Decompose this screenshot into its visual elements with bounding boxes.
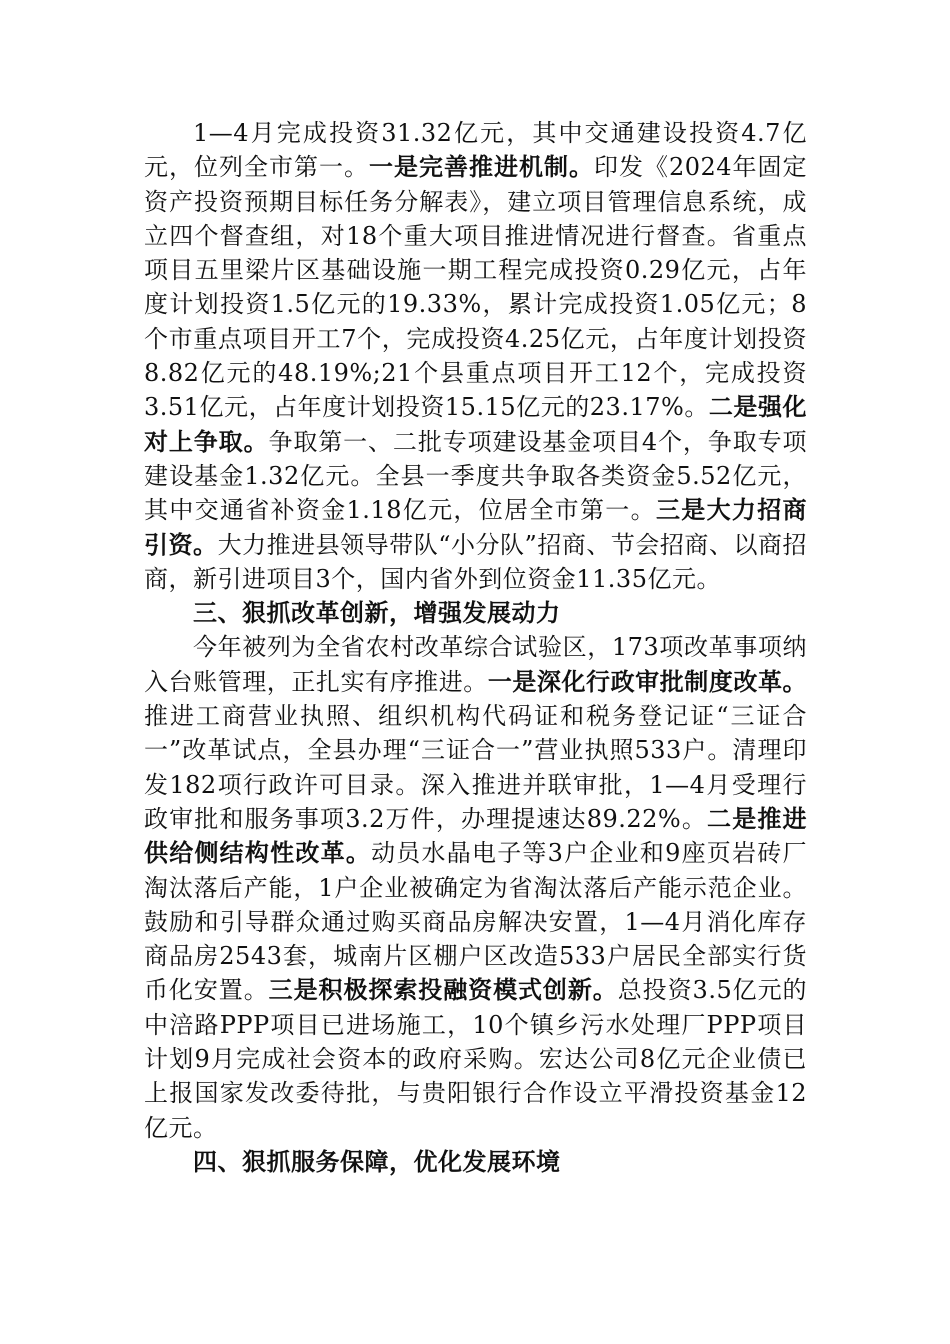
document-page bbox=[144, 116, 807, 1179]
paragraph-text: 印发《2024年固定资产投资预期目标任务分解表》，建立项目管理信息系统，成立四个督查组，对18个重大项目推进情况进行督查。省重点项目五里梁片区基础设施一期工程完成投资0.29亿元，占年度计划投资1.5亿元的19.33%，累计完成投资1.05亿元；8个市重点项目开工7个，完成投资4.25亿元，占年度计划投资8.82亿元的48.19%;21个县重点项目开工12个，完成投资3.51亿元，占年度计划投资15.15亿元的23.17%。 bbox=[144, 153, 808, 422]
section-heading-service: 四、狠抓服务保障，优化发展环境 bbox=[193, 1147, 561, 1176]
bold-point-1: 一是完善推进机制。 bbox=[368, 153, 594, 182]
investment-paragraph bbox=[144, 116, 807, 596]
section-heading-reform: 三、狠抓改革创新，增强发展动力 bbox=[193, 599, 561, 628]
bold-point-2: 二是推进供给侧结构性改革。 bbox=[144, 804, 807, 868]
paragraph-text: 总投资3.5亿元的中涪路PPP项目已进场施工，10个镇乡污水处理厂PPP项目计划9月完成社会资本的政府采购。宏达公司8亿元企业债已上报国家发改委待批，与贵阳银行合作设立平滑投资基金12亿元。 bbox=[144, 976, 808, 1142]
bold-point-3: 三是大力招商引资。 bbox=[144, 496, 808, 559]
paragraph-text: 争取第一、二批专项建设基金项目4个，争取专项建设基金1.32亿元。全县一季度共争取各类资金5.52亿元，其中交通省补资金1.18亿元，位居全市第一。 bbox=[144, 427, 807, 525]
reform-paragraph bbox=[144, 630, 807, 1144]
paragraph-text: 大力推进县领导带队“小分队”招商、节会招商、以商招商，新引进项目3个，国内省外到位资金11.35亿元。 bbox=[144, 530, 808, 593]
bold-point-2: 二是强化对上争取。 bbox=[144, 393, 808, 456]
paragraph-text: 动员水晶电子等3户企业和9座页岩砖厂淘汰落后产能，1户企业被确定为省淘汰落后产能示范企业。鼓励和引导群众通过购买商品房解决安置，1—4月消化库存商品房2543套，城南片区棚户区改造533户居民全部实行货币化安置。 bbox=[144, 839, 807, 1005]
paragraph-text: 今年被列为全省农村改革综合试验区，173项改革事项纳入台账管理，正扎实有序推进。 bbox=[144, 633, 807, 696]
bold-point-1: 一是深化行政审批制度改革。 bbox=[487, 667, 808, 696]
paragraph-text: 推进工商营业执照、组织机构代码证和税务登记证“三证合一”改革试点，全县办理“三证合一”营业执照533户。清理印发182项行政许可目录。深入推进并联审批，1—4月受理行政审批和服务事项3.2万件，办理提速达89.22%。 bbox=[144, 702, 807, 833]
paragraph-text: 1—4月完成投资31.32亿元，其中交通建设投资4.7亿元，位列全市第一。 bbox=[144, 119, 807, 182]
bold-point-3: 三是积极探索投融资模式创新。 bbox=[268, 976, 618, 1005]
